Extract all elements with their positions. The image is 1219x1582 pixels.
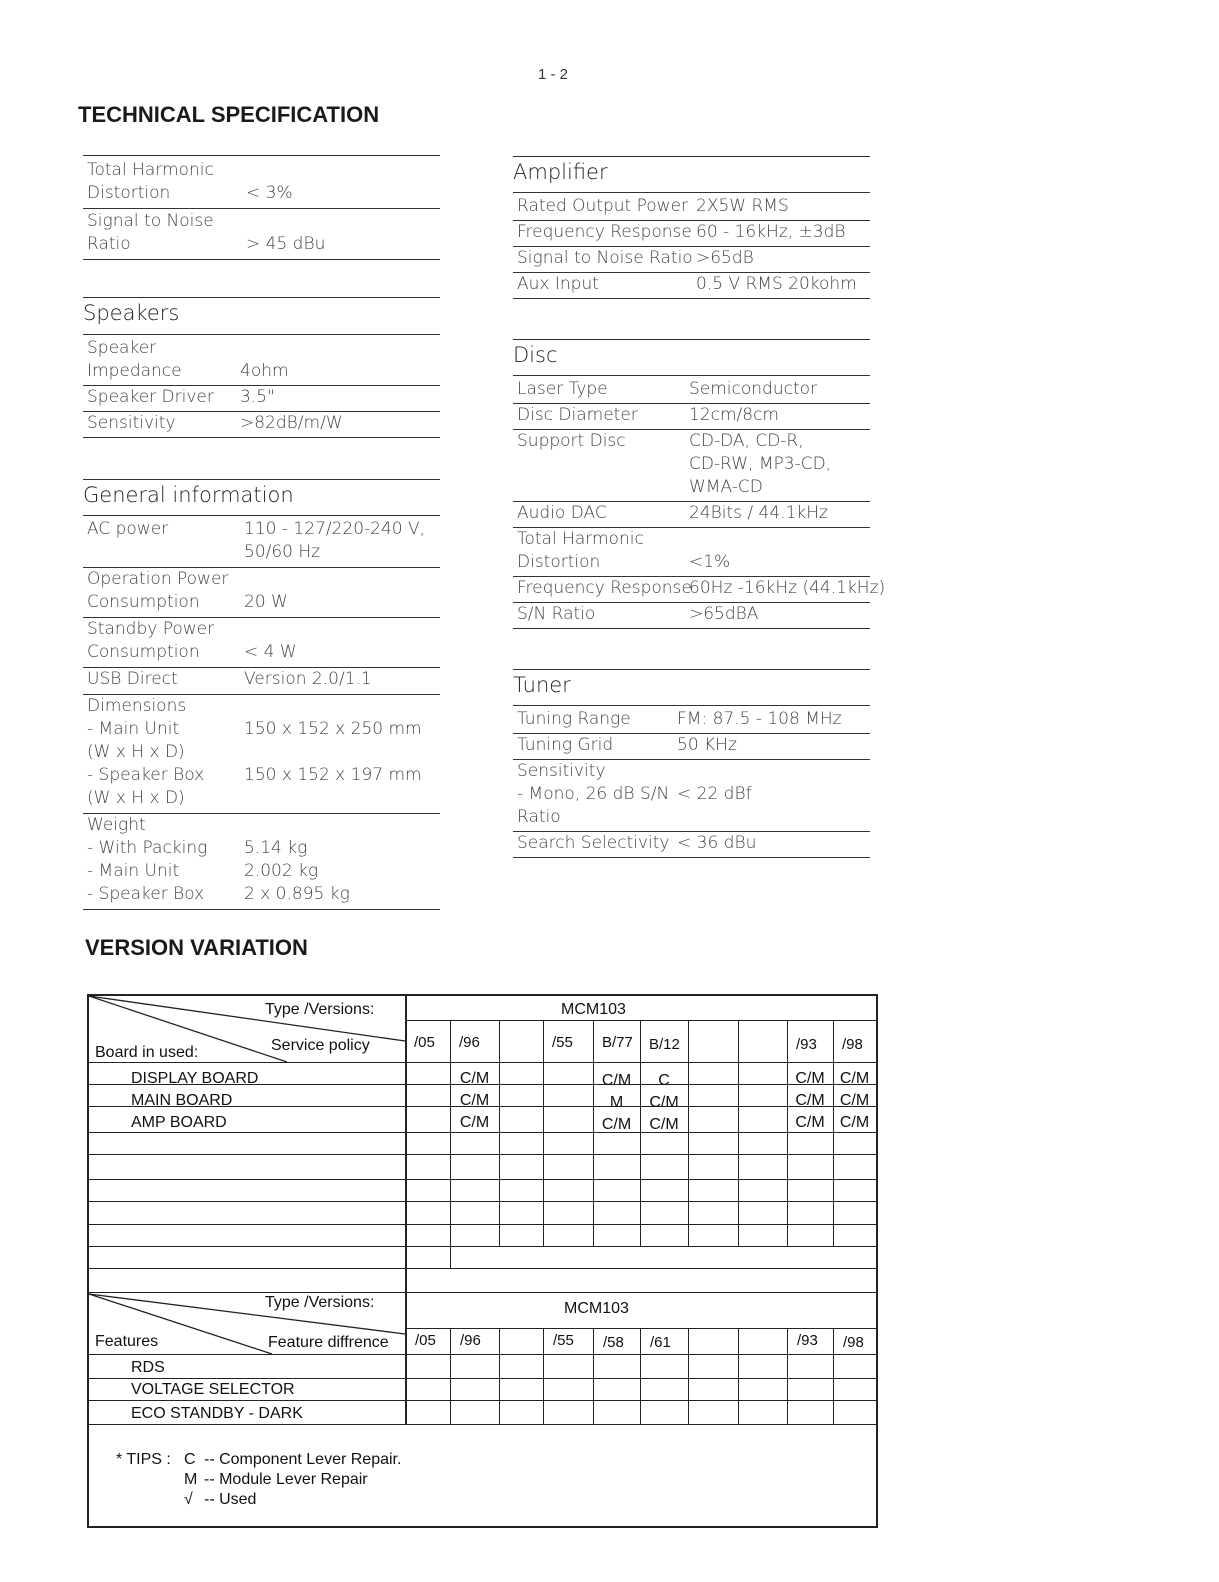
- board-cell: C/M: [649, 1094, 679, 1111]
- rule: [513, 298, 870, 299]
- version-header: /96: [459, 1034, 480, 1051]
- spec-value: >82dB/m/W: [240, 413, 343, 433]
- model-label: MCM103: [561, 1001, 626, 1018]
- rule: [83, 334, 440, 335]
- spec-label: Audio DAC: [517, 503, 607, 523]
- version-header: /93: [796, 1036, 817, 1053]
- rule: [513, 705, 870, 706]
- spec-label: Search Selectivity: [517, 833, 670, 853]
- section-title: Amplifier: [513, 160, 608, 184]
- spec-label: Frequency Response: [517, 222, 692, 242]
- version-header: B/77: [602, 1034, 633, 1051]
- spec-value: 2.002 kg: [244, 861, 319, 881]
- spec-label: Speaker Driver: [87, 387, 214, 407]
- spec-label: (W x H x D): [87, 788, 185, 808]
- left-spec-column: [83, 155, 440, 905]
- tips-code: C: [184, 1451, 196, 1468]
- rule: [83, 479, 440, 480]
- spec-value: 3.5": [240, 387, 275, 407]
- spec-label: USB Direct: [87, 669, 178, 689]
- board-cell: C/M: [839, 1114, 870, 1131]
- board-name: AMP BOARD: [131, 1114, 227, 1131]
- section-title: Tuner: [513, 673, 571, 697]
- tips-text: -- Module Lever Repair: [204, 1471, 368, 1488]
- board-cell: C/M: [459, 1114, 490, 1131]
- version-header: B/12: [649, 1036, 680, 1053]
- version-header: /55: [553, 1332, 574, 1349]
- spec-value: 50/60 Hz: [244, 542, 321, 562]
- spec-value: 24Bits / 44.1kHz: [689, 503, 828, 523]
- board-cell: C: [658, 1072, 670, 1089]
- spec-label: Ratio: [87, 234, 131, 254]
- spec-value: < 36 dBu: [677, 833, 757, 853]
- spec-value: 60 - 16kHz, ±3dB: [696, 222, 846, 242]
- version-header: /98: [843, 1334, 864, 1351]
- spec-label: Operation Power: [87, 569, 229, 589]
- section-title: General information: [83, 483, 294, 507]
- spec-label: - Mono, 26 dB S/N: [517, 784, 670, 804]
- spec-value: < 22 dBf: [677, 784, 752, 804]
- version-header: /61: [650, 1334, 671, 1351]
- version-header: /96: [460, 1332, 481, 1349]
- spec-value: WMA-CD: [689, 477, 763, 497]
- spec-label: Speaker: [87, 338, 157, 358]
- board-name: MAIN BOARD: [131, 1092, 233, 1109]
- board-cell: C/M: [601, 1116, 632, 1133]
- spec-value: 5.14 kg: [244, 838, 308, 858]
- spec-label: Tuning Grid: [517, 735, 614, 755]
- type-versions-label-2: Type /Versions:: [265, 1294, 375, 1311]
- spec-label: Total Harmonic: [517, 529, 644, 549]
- spec-label: Support Disc: [517, 431, 626, 451]
- spec-value: CD-DA, CD-R,: [689, 431, 804, 451]
- page-title: TECHNICAL SPECIFICATION: [78, 102, 380, 127]
- spec-value: 2 x 0.895 kg: [244, 884, 350, 904]
- spec-label: Laser Type: [517, 379, 608, 399]
- features-label: Features: [95, 1333, 159, 1350]
- service-policy-label: Service policy: [271, 1037, 370, 1054]
- spec-value: 4ohm: [240, 361, 289, 381]
- spec-value: 2X5W RMS: [696, 196, 789, 216]
- rule: [83, 155, 440, 156]
- spec-label: - Main Unit: [87, 719, 180, 739]
- tips-text: -- Component Lever Repair.: [204, 1451, 402, 1468]
- section-title: Disc: [513, 343, 558, 367]
- spec-label: Rated Output Power: [517, 196, 689, 216]
- rule: [83, 259, 440, 260]
- spec-label: - Main Unit: [87, 861, 180, 881]
- board-in-used-label: Board in used:: [95, 1044, 199, 1061]
- spec-value: <1%: [689, 552, 731, 572]
- board-cell: M: [609, 1094, 624, 1111]
- board-cell: C/M: [795, 1114, 825, 1131]
- rule: [83, 909, 440, 910]
- spec-label: Impedance: [87, 361, 182, 381]
- version-variation-table: [87, 994, 878, 1528]
- rule: [513, 156, 870, 157]
- feature-difference-label: Feature diffrence: [268, 1334, 389, 1351]
- feature-name: RDS: [131, 1359, 165, 1376]
- spec-value: 150 x 152 x 250 mm: [244, 719, 422, 739]
- board-cell: C/M: [795, 1092, 825, 1109]
- version-header: /05: [414, 1034, 435, 1051]
- tips-text: -- Used: [204, 1491, 257, 1508]
- type-versions-label: Type /Versions:: [265, 1001, 375, 1018]
- rule: [83, 515, 440, 516]
- spec-label: AC power: [87, 519, 169, 539]
- board-cell: C/M: [839, 1070, 870, 1087]
- spec-value: CD-RW, MP3-CD,: [689, 454, 832, 474]
- spec-value: 0.5 V RMS 20kohm: [696, 274, 857, 294]
- version-variation-title: VERSION VARIATION: [85, 935, 308, 960]
- spec-label: Tuning Range: [517, 709, 631, 729]
- rule: [513, 339, 870, 340]
- spec-value: 60Hz -16kHz (44.1kHz): [689, 578, 886, 598]
- board-cell: C/M: [649, 1116, 679, 1133]
- spec-label: Aux Input: [517, 274, 599, 294]
- spec-label: Ratio: [517, 807, 561, 827]
- board-name: DISPLAY BOARD: [131, 1070, 259, 1087]
- spec-label: Signal to Noise: [87, 211, 214, 231]
- spec-label: - Speaker Box: [87, 884, 205, 904]
- spec-value: Version 2.0/1.1: [244, 669, 372, 689]
- spec-label: Sensitivity: [517, 761, 606, 781]
- section-title: Speakers: [83, 301, 180, 325]
- spec-label: Consumption: [87, 592, 200, 612]
- spec-label: - Speaker Box: [87, 765, 205, 785]
- spec-label: Disc Diameter: [517, 405, 638, 425]
- spec-label: (W x H x D): [87, 742, 185, 762]
- spec-label: Frequency Response: [517, 578, 692, 598]
- version-header: /98: [842, 1036, 863, 1053]
- feature-name: ECO STANDBY - DARK: [131, 1405, 303, 1422]
- spec-label: S/N Ratio: [517, 604, 596, 624]
- rule: [513, 628, 870, 629]
- right-spec-column: [513, 155, 886, 865]
- model-label-2: MCM103: [564, 1300, 629, 1317]
- spec-label: Distortion: [517, 552, 601, 572]
- rule: [83, 208, 440, 209]
- board-cell: C/M: [459, 1070, 490, 1087]
- feature-name: VOLTAGE SELECTOR: [131, 1381, 295, 1398]
- rule: [513, 857, 870, 858]
- spec-value: >65dB: [696, 248, 754, 268]
- spec-label: - With Packing: [87, 838, 208, 858]
- board-cell: C/M: [795, 1070, 825, 1087]
- spec-value: > 45 dBu: [246, 234, 326, 254]
- spec-label: Dimensions: [87, 696, 187, 716]
- rule: [83, 437, 440, 438]
- spec-value: 50 KHz: [677, 735, 737, 755]
- page-number: 1 - 2: [537, 66, 568, 83]
- spec-label: Signal to Noise Ratio: [517, 248, 693, 268]
- version-header: /58: [603, 1334, 624, 1351]
- spec-value: FM: 87.5 - 108 MHz: [677, 709, 842, 729]
- spec-label: Standby Power: [87, 619, 215, 639]
- spec-label: Weight: [87, 815, 146, 835]
- spec-label: Consumption: [87, 642, 200, 662]
- spec-value: 110 - 127/220-240 V,: [244, 519, 426, 539]
- rule: [513, 192, 870, 193]
- tips-code: √: [184, 1491, 193, 1508]
- version-header: /55: [552, 1034, 573, 1051]
- tips-code: M: [184, 1471, 198, 1488]
- rule: [513, 375, 870, 376]
- board-cell: C/M: [459, 1092, 490, 1109]
- tips-prefix: * TIPS :: [116, 1451, 171, 1468]
- spec-label: Total Harmonic: [87, 160, 214, 180]
- board-cell: C/M: [839, 1092, 870, 1109]
- spec-label: Distortion: [87, 183, 171, 203]
- version-header: /05: [415, 1332, 436, 1349]
- spec-value: 150 x 152 x 197 mm: [244, 765, 422, 785]
- spec-value: < 4 W: [244, 642, 297, 662]
- spec-value: >65dBA: [689, 604, 759, 624]
- rule: [83, 297, 440, 298]
- spec-label: Sensitivity: [87, 413, 176, 433]
- spec-value: 12cm/8cm: [689, 405, 779, 425]
- spec-value: 20 W: [244, 592, 288, 612]
- rule: [513, 669, 870, 670]
- spec-value: Semiconductor: [689, 379, 818, 399]
- spec-value: < 3%: [246, 183, 293, 203]
- version-header: /93: [797, 1332, 818, 1349]
- board-cell: C/M: [601, 1072, 632, 1089]
